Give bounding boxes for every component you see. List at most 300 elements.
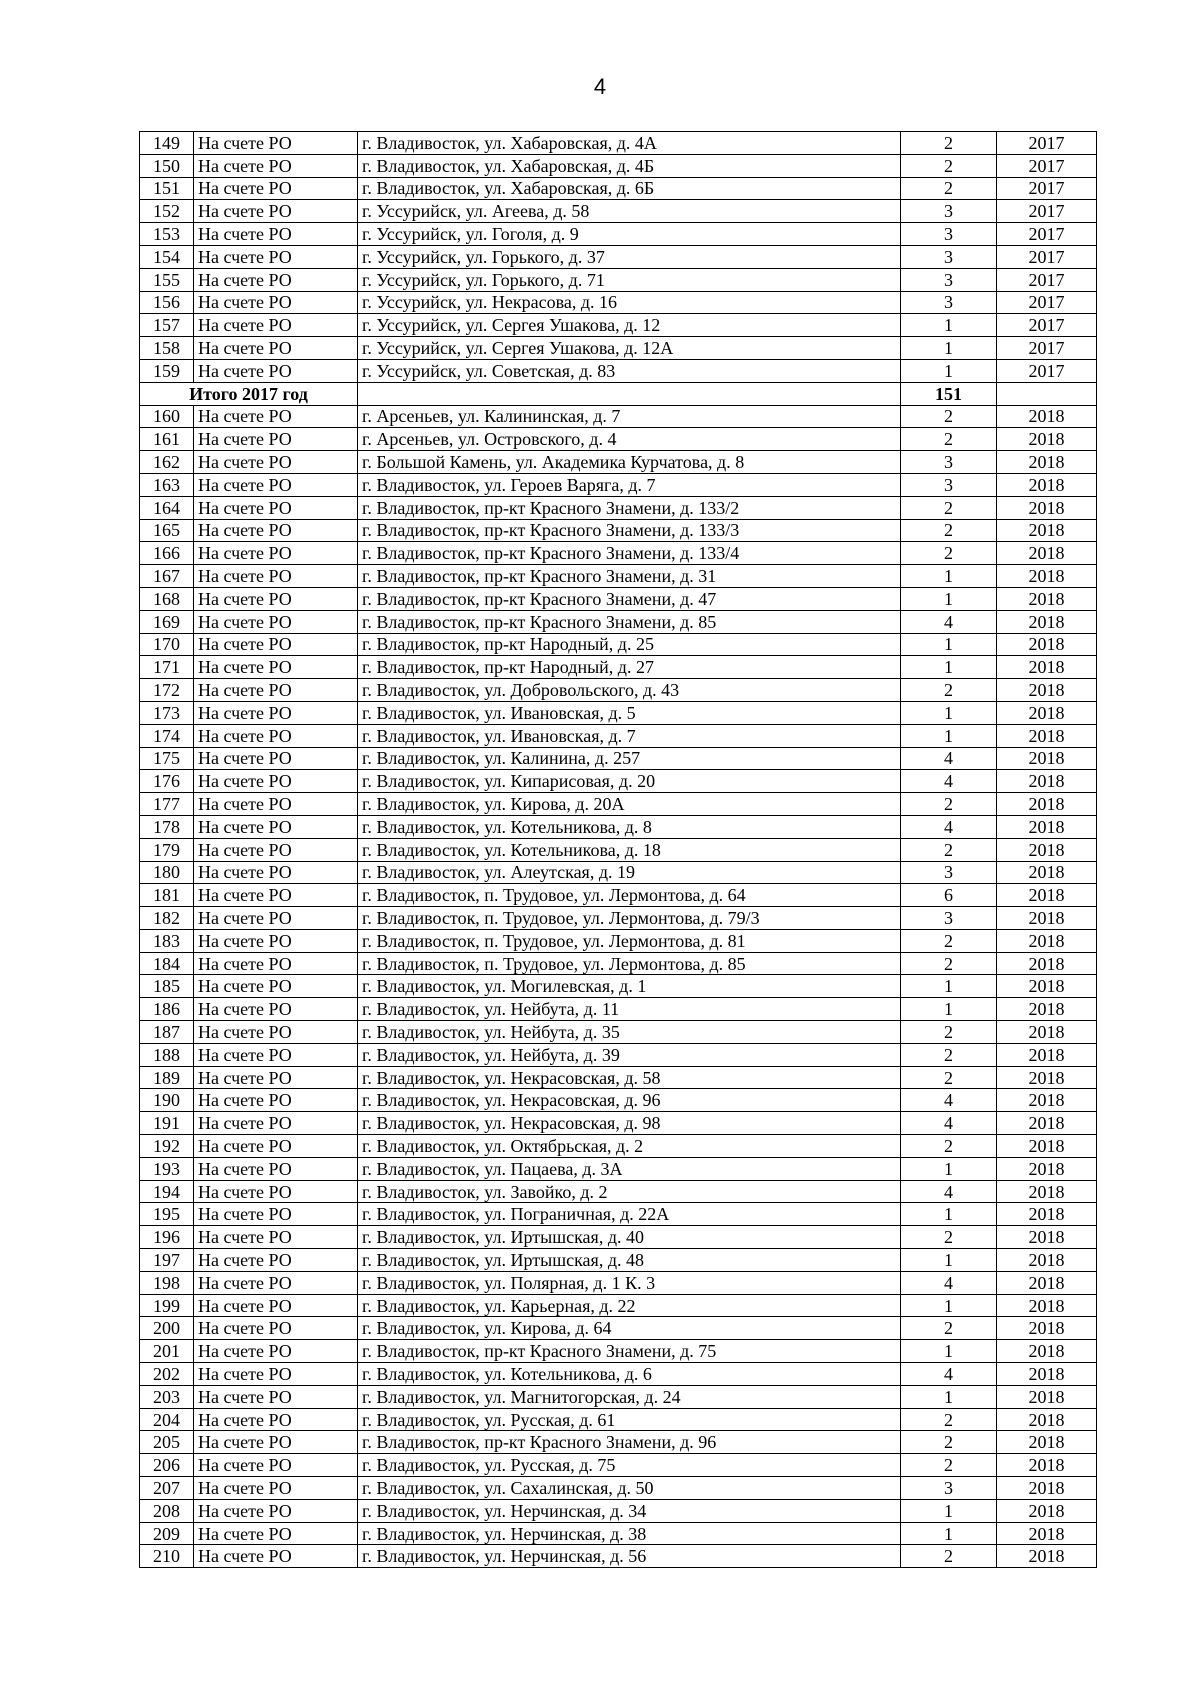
quantity-cell: 2 bbox=[901, 1021, 997, 1044]
row-number: 177 bbox=[140, 793, 194, 816]
account-cell: На счете РО bbox=[194, 1203, 358, 1226]
account-cell: На счете РО bbox=[194, 132, 358, 155]
year-cell: 2018 bbox=[997, 1066, 1097, 1089]
address-cell: г. Владивосток, ул. Нейбута, д. 11 bbox=[358, 998, 901, 1021]
row-number: 157 bbox=[140, 314, 194, 337]
year-cell: 2018 bbox=[997, 770, 1097, 793]
year-cell: 2018 bbox=[997, 998, 1097, 1021]
quantity-cell: 1 bbox=[901, 587, 997, 610]
account-cell: На счете РО bbox=[194, 519, 358, 542]
table-row bbox=[140, 1089, 1097, 1112]
row-number: 188 bbox=[140, 1043, 194, 1066]
row-number: 204 bbox=[140, 1408, 194, 1431]
year-cell: 2018 bbox=[997, 838, 1097, 861]
row-number: 151 bbox=[140, 177, 194, 200]
year-cell: 2018 bbox=[997, 1249, 1097, 1272]
table-row bbox=[140, 405, 1097, 428]
table-row bbox=[140, 496, 1097, 519]
account-cell: На счете РО bbox=[194, 1317, 358, 1340]
quantity-cell: 2 bbox=[901, 177, 997, 200]
table-body bbox=[140, 132, 1097, 1568]
row-number: 163 bbox=[140, 473, 194, 496]
table-row bbox=[140, 724, 1097, 747]
year-cell: 2018 bbox=[997, 929, 1097, 952]
quantity-cell: 1 bbox=[901, 1157, 997, 1180]
quantity-cell: 2 bbox=[901, 132, 997, 155]
row-number: 197 bbox=[140, 1249, 194, 1272]
row-number: 181 bbox=[140, 884, 194, 907]
year-cell: 2017 bbox=[997, 200, 1097, 223]
address-cell: г. Владивосток, ул. Котельникова, д. 8 bbox=[358, 815, 901, 838]
account-cell: На счете РО bbox=[194, 587, 358, 610]
address-cell: г. Владивосток, ул. Алеутская, д. 19 bbox=[358, 861, 901, 884]
quantity-cell: 3 bbox=[901, 473, 997, 496]
quantity-cell: 3 bbox=[901, 200, 997, 223]
year-cell: 2017 bbox=[997, 291, 1097, 314]
quantity-cell: 4 bbox=[901, 1180, 997, 1203]
quantity-cell: 2 bbox=[901, 1317, 997, 1340]
address-cell: г. Владивосток, ул. Хабаровская, д. 6Б bbox=[358, 177, 901, 200]
account-cell: На счете РО bbox=[194, 610, 358, 633]
row-number: 187 bbox=[140, 1021, 194, 1044]
account-cell: На счете РО bbox=[194, 1499, 358, 1522]
table-row bbox=[140, 223, 1097, 246]
quantity-cell: 4 bbox=[901, 1271, 997, 1294]
address-cell: г. Владивосток, ул. Ивановская, д. 5 bbox=[358, 701, 901, 724]
year-cell: 2018 bbox=[997, 1363, 1097, 1386]
address-cell: г. Владивосток, пр-кт Красного Знамени, д. 85 bbox=[358, 610, 901, 633]
year-cell: 2018 bbox=[997, 587, 1097, 610]
account-cell: На счете РО bbox=[194, 1226, 358, 1249]
year-cell: 2018 bbox=[997, 1294, 1097, 1317]
address-cell: г. Владивосток, ул. Ивановская, д. 7 bbox=[358, 724, 901, 747]
row-number: 160 bbox=[140, 405, 194, 428]
year-cell: 2017 bbox=[997, 245, 1097, 268]
account-cell: На счете РО bbox=[194, 1431, 358, 1454]
table-row bbox=[140, 701, 1097, 724]
total-row bbox=[140, 382, 1097, 405]
year-cell: 2018 bbox=[997, 428, 1097, 451]
year-cell: 2018 bbox=[997, 542, 1097, 565]
table-row bbox=[140, 359, 1097, 382]
table-row bbox=[140, 1294, 1097, 1317]
quantity-cell: 2 bbox=[901, 519, 997, 542]
year-cell: 2018 bbox=[997, 656, 1097, 679]
year-cell: 2017 bbox=[997, 314, 1097, 337]
year-cell: 2018 bbox=[997, 975, 1097, 998]
row-number: 178 bbox=[140, 815, 194, 838]
address-cell: г. Владивосток, ул. Кирова, д. 64 bbox=[358, 1317, 901, 1340]
table-row bbox=[140, 1021, 1097, 1044]
row-number: 154 bbox=[140, 245, 194, 268]
account-cell: На счете РО bbox=[194, 154, 358, 177]
row-number: 191 bbox=[140, 1112, 194, 1135]
address-cell: г. Владивосток, пр-кт Красного Знамени, д. 47 bbox=[358, 587, 901, 610]
row-number: 199 bbox=[140, 1294, 194, 1317]
table-row bbox=[140, 1249, 1097, 1272]
table-row bbox=[140, 154, 1097, 177]
year-cell: 2018 bbox=[997, 701, 1097, 724]
row-number: 183 bbox=[140, 929, 194, 952]
table-row bbox=[140, 1431, 1097, 1454]
quantity-cell: 2 bbox=[901, 838, 997, 861]
account-cell: На счете РО bbox=[194, 861, 358, 884]
quantity-cell: 4 bbox=[901, 1112, 997, 1135]
quantity-cell: 1 bbox=[901, 633, 997, 656]
total-label: Итого 2017 год bbox=[140, 382, 358, 405]
account-cell: На счете РО bbox=[194, 1135, 358, 1158]
address-cell: г. Уссурийск, ул. Гоголя, д. 9 bbox=[358, 223, 901, 246]
account-cell: На счете РО bbox=[194, 1545, 358, 1568]
account-cell: На счете РО bbox=[194, 1522, 358, 1545]
year-cell: 2018 bbox=[997, 1089, 1097, 1112]
row-number: 210 bbox=[140, 1545, 194, 1568]
year-cell: 2018 bbox=[997, 679, 1097, 702]
account-cell: На счете РО bbox=[194, 314, 358, 337]
account-cell: На счете РО bbox=[194, 542, 358, 565]
table-row bbox=[140, 1112, 1097, 1135]
year-cell: 2018 bbox=[997, 1340, 1097, 1363]
quantity-cell: 2 bbox=[901, 1454, 997, 1477]
row-number: 208 bbox=[140, 1499, 194, 1522]
year-cell: 2017 bbox=[997, 359, 1097, 382]
table-row bbox=[140, 337, 1097, 360]
address-cell: г. Владивосток, пр-кт Красного Знамени, д. 133/3 bbox=[358, 519, 901, 542]
table-row bbox=[140, 1226, 1097, 1249]
account-cell: На счете РО bbox=[194, 1454, 358, 1477]
quantity-cell: 3 bbox=[901, 861, 997, 884]
account-cell: На счете РО bbox=[194, 998, 358, 1021]
table-row bbox=[140, 1340, 1097, 1363]
year-cell: 2018 bbox=[997, 1317, 1097, 1340]
quantity-cell: 2 bbox=[901, 542, 997, 565]
table-row bbox=[140, 1203, 1097, 1226]
table-row bbox=[140, 1271, 1097, 1294]
quantity-cell: 3 bbox=[901, 1477, 997, 1500]
year-cell: 2018 bbox=[997, 952, 1097, 975]
address-cell: г. Уссурийск, ул. Некрасова, д. 16 bbox=[358, 291, 901, 314]
table-row bbox=[140, 519, 1097, 542]
row-number: 164 bbox=[140, 496, 194, 519]
table-row bbox=[140, 473, 1097, 496]
address-cell: г. Большой Камень, ул. Академика Курчатова, д. 8 bbox=[358, 451, 901, 474]
row-number: 169 bbox=[140, 610, 194, 633]
quantity-cell: 2 bbox=[901, 1431, 997, 1454]
year-cell: 2018 bbox=[997, 496, 1097, 519]
quantity-cell: 4 bbox=[901, 1363, 997, 1386]
table-row bbox=[140, 907, 1097, 930]
year-cell: 2017 bbox=[997, 154, 1097, 177]
address-cell: г. Владивосток, ул. Хабаровская, д. 4А bbox=[358, 132, 901, 155]
quantity-cell: 2 bbox=[901, 1545, 997, 1568]
account-cell: На счете РО bbox=[194, 724, 358, 747]
year-cell: 2017 bbox=[997, 223, 1097, 246]
table-row bbox=[140, 975, 1097, 998]
address-cell: г. Владивосток, пр-кт Красного Знамени, д. 75 bbox=[358, 1340, 901, 1363]
row-number: 194 bbox=[140, 1180, 194, 1203]
address-cell: г. Уссурийск, ул. Сергея Ушакова, д. 12 bbox=[358, 314, 901, 337]
table-row bbox=[140, 1522, 1097, 1545]
address-cell: г. Владивосток, ул. Русская, д. 75 bbox=[358, 1454, 901, 1477]
table-row bbox=[140, 1066, 1097, 1089]
quantity-cell: 2 bbox=[901, 679, 997, 702]
quantity-cell: 1 bbox=[901, 656, 997, 679]
quantity-cell: 2 bbox=[901, 154, 997, 177]
quantity-cell: 2 bbox=[901, 929, 997, 952]
table-row bbox=[140, 1363, 1097, 1386]
account-cell: На счете РО bbox=[194, 1340, 358, 1363]
address-cell: г. Владивосток, ул. Котельникова, д. 6 bbox=[358, 1363, 901, 1386]
table-row bbox=[140, 1545, 1097, 1568]
table-row bbox=[140, 998, 1097, 1021]
quantity-cell: 2 bbox=[901, 405, 997, 428]
row-number: 202 bbox=[140, 1363, 194, 1386]
year-cell: 2018 bbox=[997, 1226, 1097, 1249]
account-cell: На счете РО bbox=[194, 884, 358, 907]
table-row bbox=[140, 679, 1097, 702]
quantity-cell: 1 bbox=[901, 1340, 997, 1363]
row-number: 198 bbox=[140, 1271, 194, 1294]
year-cell: 2018 bbox=[997, 1499, 1097, 1522]
year-cell: 2018 bbox=[997, 1271, 1097, 1294]
quantity-cell: 3 bbox=[901, 451, 997, 474]
year-cell: 2018 bbox=[997, 1454, 1097, 1477]
address-cell: г. Владивосток, п. Трудовое, ул. Лермонтова, д. 64 bbox=[358, 884, 901, 907]
year-cell: 2018 bbox=[997, 1431, 1097, 1454]
quantity-cell: 1 bbox=[901, 337, 997, 360]
quantity-cell: 2 bbox=[901, 793, 997, 816]
table-row bbox=[140, 1180, 1097, 1203]
table-row bbox=[140, 1454, 1097, 1477]
table-row bbox=[140, 770, 1097, 793]
year-cell: 2018 bbox=[997, 1157, 1097, 1180]
address-cell: г. Владивосток, ул. Котельникова, д. 18 bbox=[358, 838, 901, 861]
account-cell: На счете РО bbox=[194, 200, 358, 223]
year-cell: 2018 bbox=[997, 907, 1097, 930]
row-number: 166 bbox=[140, 542, 194, 565]
address-cell: г. Владивосток, ул. Хабаровская, д. 4Б bbox=[358, 154, 901, 177]
quantity-cell: 4 bbox=[901, 1089, 997, 1112]
account-cell: На счете РО bbox=[194, 1043, 358, 1066]
row-number: 159 bbox=[140, 359, 194, 382]
address-cell: г. Уссурийск, ул. Горького, д. 71 bbox=[358, 268, 901, 291]
address-cell: г. Владивосток, ул. Октябрьская, д. 2 bbox=[358, 1135, 901, 1158]
table-row bbox=[140, 884, 1097, 907]
address-cell: г. Владивосток, ул. Нейбута, д. 39 bbox=[358, 1043, 901, 1066]
table-row bbox=[140, 200, 1097, 223]
quantity-cell: 3 bbox=[901, 223, 997, 246]
housing-table bbox=[139, 131, 1097, 1568]
address-cell: г. Владивосток, пр-кт Красного Знамени, д. 96 bbox=[358, 1431, 901, 1454]
address-cell: г. Владивосток, ул. Кирова, д. 20А bbox=[358, 793, 901, 816]
row-number: 192 bbox=[140, 1135, 194, 1158]
quantity-cell: 2 bbox=[901, 496, 997, 519]
year-cell: 2018 bbox=[997, 633, 1097, 656]
account-cell: На счете РО bbox=[194, 1294, 358, 1317]
table-row bbox=[140, 1385, 1097, 1408]
account-cell: На счете РО bbox=[194, 405, 358, 428]
year-cell: 2018 bbox=[997, 724, 1097, 747]
account-cell: На счете РО bbox=[194, 633, 358, 656]
account-cell: На счете РО bbox=[194, 1477, 358, 1500]
account-cell: На счете РО bbox=[194, 428, 358, 451]
address-cell: г. Владивосток, ул. Карьерная, д. 22 bbox=[358, 1294, 901, 1317]
year-cell: 2017 bbox=[997, 132, 1097, 155]
quantity-cell: 2 bbox=[901, 1066, 997, 1089]
account-cell: На счете РО bbox=[194, 952, 358, 975]
table-row bbox=[140, 815, 1097, 838]
account-cell: На счете РО bbox=[194, 245, 358, 268]
quantity-cell: 2 bbox=[901, 428, 997, 451]
row-number: 155 bbox=[140, 268, 194, 291]
account-cell: На счете РО bbox=[194, 907, 358, 930]
year-cell: 2017 bbox=[997, 268, 1097, 291]
address-cell: г. Владивосток, ул. Пограничная, д. 22А bbox=[358, 1203, 901, 1226]
address-cell: г. Владивосток, ул. Могилевская, д. 1 bbox=[358, 975, 901, 998]
row-number: 149 bbox=[140, 132, 194, 155]
address-cell: г. Владивосток, пр-кт Красного Знамени, д. 133/4 bbox=[358, 542, 901, 565]
address-cell: г. Владивосток, ул. Пацаева, д. 3А bbox=[358, 1157, 901, 1180]
quantity-cell: 1 bbox=[901, 1385, 997, 1408]
row-number: 162 bbox=[140, 451, 194, 474]
row-number: 171 bbox=[140, 656, 194, 679]
address-cell: г. Арсеньев, ул. Островского, д. 4 bbox=[358, 428, 901, 451]
address-cell: г. Владивосток, пр-кт Народный, д. 27 bbox=[358, 656, 901, 679]
row-number: 195 bbox=[140, 1203, 194, 1226]
year-cell: 2018 bbox=[997, 1408, 1097, 1431]
account-cell: На счете РО bbox=[194, 268, 358, 291]
row-number: 167 bbox=[140, 565, 194, 588]
row-number: 203 bbox=[140, 1385, 194, 1408]
address-cell: г. Владивосток, п. Трудовое, ул. Лермонтова, д. 81 bbox=[358, 929, 901, 952]
quantity-cell: 3 bbox=[901, 268, 997, 291]
address-cell: г. Владивосток, ул. Героев Варяга, д. 7 bbox=[358, 473, 901, 496]
row-number: 153 bbox=[140, 223, 194, 246]
year-cell: 2018 bbox=[997, 451, 1097, 474]
address-cell: г. Владивосток, ул. Магнитогорская, д. 24 bbox=[358, 1385, 901, 1408]
quantity-cell: 1 bbox=[901, 998, 997, 1021]
address-cell: г. Владивосток, ул. Нерчинская, д. 38 bbox=[358, 1522, 901, 1545]
year-cell: 2018 bbox=[997, 1180, 1097, 1203]
year-cell: 2018 bbox=[997, 861, 1097, 884]
row-number: 173 bbox=[140, 701, 194, 724]
year-cell: 2018 bbox=[997, 815, 1097, 838]
quantity-cell: 4 bbox=[901, 747, 997, 770]
address-cell: г. Владивосток, ул. Некрасовская, д. 96 bbox=[358, 1089, 901, 1112]
row-number: 179 bbox=[140, 838, 194, 861]
account-cell: На счете РО bbox=[194, 359, 358, 382]
quantity-cell: 1 bbox=[901, 314, 997, 337]
quantity-cell: 4 bbox=[901, 610, 997, 633]
table-row bbox=[140, 656, 1097, 679]
account-cell: На счете РО bbox=[194, 451, 358, 474]
row-number: 196 bbox=[140, 1226, 194, 1249]
account-cell: На счете РО bbox=[194, 1021, 358, 1044]
row-number: 206 bbox=[140, 1454, 194, 1477]
quantity-cell: 2 bbox=[901, 1226, 997, 1249]
row-number: 165 bbox=[140, 519, 194, 542]
table-row bbox=[140, 245, 1097, 268]
account-cell: На счете РО bbox=[194, 770, 358, 793]
address-cell: г. Владивосток, пр-кт Красного Знамени, д. 133/2 bbox=[358, 496, 901, 519]
row-number: 152 bbox=[140, 200, 194, 223]
address-cell: г. Владивосток, ул. Нерчинская, д. 56 bbox=[358, 1545, 901, 1568]
account-cell: На счете РО bbox=[194, 565, 358, 588]
row-number: 180 bbox=[140, 861, 194, 884]
account-cell: На счете РО bbox=[194, 291, 358, 314]
year-cell: 2018 bbox=[997, 610, 1097, 633]
account-cell: На счете РО bbox=[194, 1363, 358, 1386]
quantity-cell: 3 bbox=[901, 245, 997, 268]
quantity-cell: 1 bbox=[901, 1499, 997, 1522]
year-cell: 2018 bbox=[997, 405, 1097, 428]
row-number: 193 bbox=[140, 1157, 194, 1180]
account-cell: На счете РО bbox=[194, 701, 358, 724]
account-cell: На счете РО bbox=[194, 1089, 358, 1112]
account-cell: На счете РО bbox=[194, 1157, 358, 1180]
quantity-cell: 1 bbox=[901, 975, 997, 998]
row-number: 172 bbox=[140, 679, 194, 702]
quantity-cell: 2 bbox=[901, 1135, 997, 1158]
row-number: 189 bbox=[140, 1066, 194, 1089]
account-cell: На счете РО bbox=[194, 1180, 358, 1203]
row-number: 186 bbox=[140, 998, 194, 1021]
year-cell: 2018 bbox=[997, 1385, 1097, 1408]
address-cell: г. Уссурийск, ул. Сергея Ушакова, д. 12А bbox=[358, 337, 901, 360]
quantity-cell: 6 bbox=[901, 884, 997, 907]
table-row bbox=[140, 838, 1097, 861]
page-number: 4 bbox=[593, 74, 607, 99]
row-number: 176 bbox=[140, 770, 194, 793]
account-cell: На счете РО bbox=[194, 1271, 358, 1294]
row-number: 201 bbox=[140, 1340, 194, 1363]
quantity-cell: 2 bbox=[901, 1408, 997, 1431]
table-row bbox=[140, 132, 1097, 155]
quantity-cell: 3 bbox=[901, 907, 997, 930]
address-cell: г. Владивосток, ул. Иртышская, д. 40 bbox=[358, 1226, 901, 1249]
row-number: 174 bbox=[140, 724, 194, 747]
table-row bbox=[140, 1317, 1097, 1340]
address-cell: г. Владивосток, ул. Добровольского, д. 43 bbox=[358, 679, 901, 702]
address-cell: г. Арсеньев, ул. Калининская, д. 7 bbox=[358, 405, 901, 428]
address-cell: г. Уссурийск, ул. Советская, д. 83 bbox=[358, 359, 901, 382]
year-cell: 2018 bbox=[997, 1477, 1097, 1500]
table-row bbox=[140, 861, 1097, 884]
quantity-cell: 1 bbox=[901, 1249, 997, 1272]
row-number: 185 bbox=[140, 975, 194, 998]
row-number: 170 bbox=[140, 633, 194, 656]
table-row bbox=[140, 314, 1097, 337]
year-cell: 2018 bbox=[997, 519, 1097, 542]
table-row bbox=[140, 1043, 1097, 1066]
table-row bbox=[140, 952, 1097, 975]
row-number: 205 bbox=[140, 1431, 194, 1454]
address-cell: г. Владивосток, ул. Завойко, д. 2 bbox=[358, 1180, 901, 1203]
account-cell: На счете РО bbox=[194, 679, 358, 702]
address-cell: г. Владивосток, ул. Кипарисовая, д. 20 bbox=[358, 770, 901, 793]
row-number: 150 bbox=[140, 154, 194, 177]
year-cell: 2018 bbox=[997, 1545, 1097, 1568]
account-cell: На счете РО bbox=[194, 838, 358, 861]
quantity-cell: 1 bbox=[901, 1522, 997, 1545]
row-number: 168 bbox=[140, 587, 194, 610]
table-row bbox=[140, 1135, 1097, 1158]
row-number: 207 bbox=[140, 1477, 194, 1500]
row-number: 200 bbox=[140, 1317, 194, 1340]
row-number: 182 bbox=[140, 907, 194, 930]
quantity-cell: 1 bbox=[901, 724, 997, 747]
account-cell: На счете РО bbox=[194, 1112, 358, 1135]
